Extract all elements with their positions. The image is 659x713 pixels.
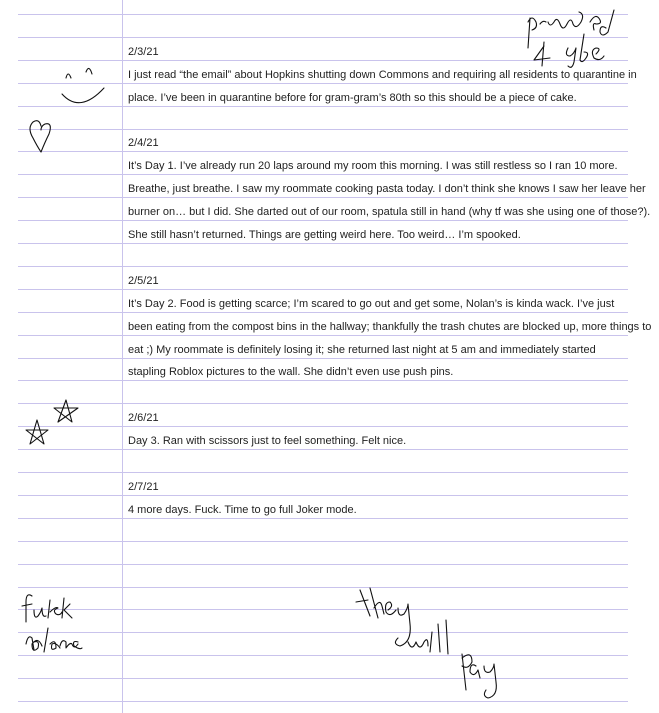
entry-date: 2/6/21 (128, 412, 159, 425)
entry-text-line: It’s Day 2. Food is getting scarce; I’m scared to go out and get some, Nolan’s is kinda wack. I’ve just (128, 297, 615, 310)
entry-text-line: been eating from the compost bins in the hallway; thankfully the trash chutes are blocked up, more things to (128, 320, 652, 333)
entry-date: 2/4/21 (128, 137, 159, 150)
handwritten-they-will-pay (352, 584, 512, 708)
entry-text-line: eat ;) My roommate is definitely losing it; she returned last night at 5 am and immediately started (128, 343, 596, 356)
entry-date: 2/5/21 (128, 274, 159, 287)
entry-text-line: I just read “the email” about Hopkins shutting down Commons and requiring all residents to quarantine in (128, 68, 637, 81)
entry-text-line: She still hasn’t returned. Things are getting weird here. Too weird… I’m spooked. (128, 229, 521, 241)
star-doodle-icon (52, 398, 80, 426)
heart-doodle-icon (28, 118, 56, 156)
entry-text-line: Breathe, just breathe. I saw my roommate cooking pasta today. I don’t think she knows I saw her leave her (128, 183, 646, 196)
entry-text-line: Day 3. Ran with scissors just to feel something. Felt nice. (128, 435, 407, 448)
star-doodle-icon (24, 418, 52, 448)
entry-text-line: place. I’ve been in quarantine before for gram-gram’s 80th so this should be a piece of cake. (128, 91, 577, 104)
smiley-doodle-icon (58, 64, 110, 112)
handwritten-fuck-nolans (20, 592, 104, 662)
handwritten-primed-4-lyfe (520, 8, 630, 70)
entry-text-line: 4 more days. Fuck. Time to go full Joker mode. (128, 503, 357, 516)
entry-date: 2/7/21 (128, 480, 159, 493)
entry-date: 2/3/21 (128, 45, 159, 58)
entry-text-line: stapling Roblox pictures to the wall. She didn’t even use push pins. (128, 366, 454, 379)
entry-text-line: It’s Day 1. I’ve already run 20 laps around my room this morning. I was still restless so I ran 10 more. (128, 160, 618, 173)
entry-text-line: burner on… but I did. She darted out of our room, spatula still in hand (why tf was she using one of those?). (128, 206, 651, 219)
